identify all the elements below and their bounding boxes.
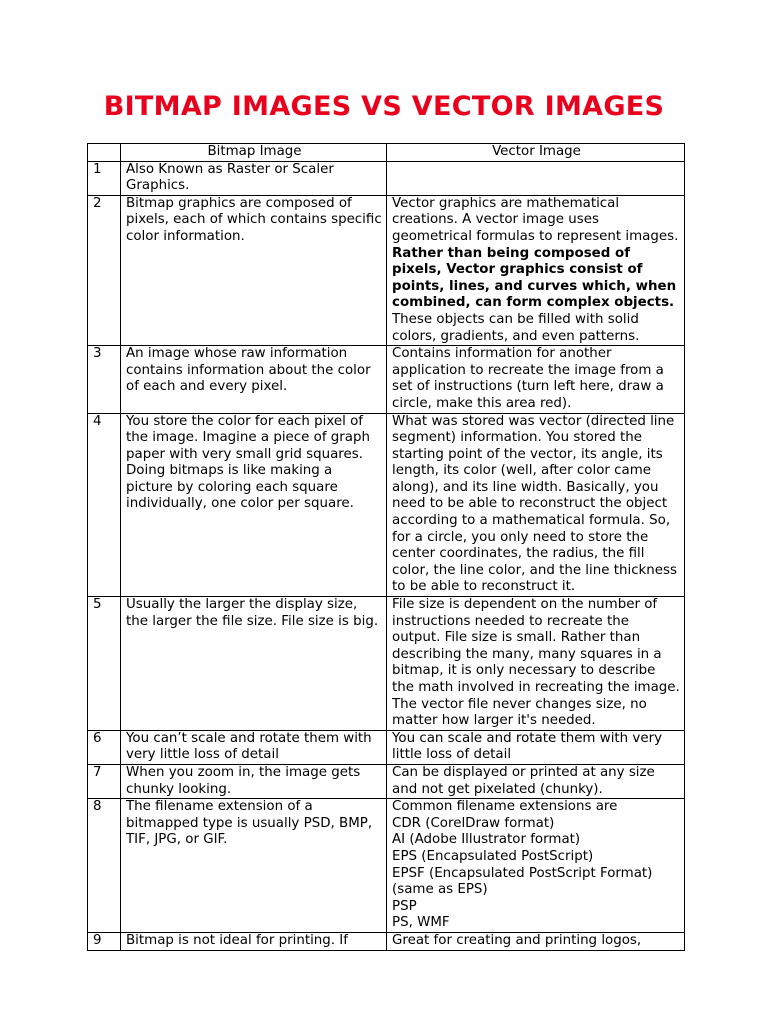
vector-cell: What was stored was vector (directed line segment) information. You stored the starting point of the vector, its angle, its length, its color (well, after color came along), and its line width. Basically, you need to be able to reconstruct the object according to a mathematical formula. So, for a circle, you only need to store the center coordinates, the radius, the fill color, the line color, and the line thickness to be able to reconstruct it. <box>387 413 685 597</box>
row-number: 5 <box>88 597 121 731</box>
table-row <box>88 799 685 933</box>
vector-text: Vector graphics are mathematical creations. A vector image uses geometrical formulas to represent images. <box>392 195 679 244</box>
bitmap-cell: Bitmap is not ideal for printing. If <box>121 932 387 950</box>
bitmap-cell: Bitmap graphics are composed of pixels, each of which contains specific color information. <box>121 195 387 345</box>
row-number: 1 <box>88 161 121 195</box>
bitmap-cell: You store the color for each pixel of the image. Imagine a piece of graph paper with very small grid squares. Doing bitmaps is like making a picture by coloring each square individually, one color per square. <box>121 413 387 597</box>
bitmap-cell: The filename extension of a bitmapped type is usually PSD, BMP, TIF, JPG, or GIF. <box>121 799 387 933</box>
row-number: 6 <box>88 730 121 764</box>
bitmap-cell: An image whose raw information contains information about the color of each and every pixel. <box>121 346 387 413</box>
comparison-table <box>87 143 685 951</box>
row-number: 2 <box>88 195 121 345</box>
extension-line: EPSF (Encapsulated PostScript Format) (same as EPS) <box>392 865 653 898</box>
bitmap-cell: You can’t scale and rotate them with very little loss of detail <box>121 730 387 764</box>
header-number <box>88 144 121 162</box>
vector-cell <box>387 799 685 933</box>
row-number: 4 <box>88 413 121 597</box>
header-vector: Vector Image <box>387 144 685 162</box>
vector-cell: Great for creating and printing logos, <box>387 932 685 950</box>
table-row <box>88 413 685 597</box>
vector-cell: Contains information for another application to recreate the image from a set of instructions (turn left here, draw a circle, make this area red). <box>387 346 685 413</box>
row-number: 3 <box>88 346 121 413</box>
table-row <box>88 161 685 195</box>
row-number: 7 <box>88 764 121 798</box>
row-number: 9 <box>88 932 121 950</box>
extension-line: PSP <box>392 898 417 914</box>
table-row <box>88 932 685 950</box>
vector-cell <box>387 161 685 195</box>
row-number: 8 <box>88 799 121 933</box>
vector-cell: You can scale and rotate them with very little loss of detail <box>387 730 685 764</box>
vector-cell: Can be displayed or printed at any size and not get pixelated (chunky). <box>387 764 685 798</box>
extension-line: AI (Adobe Illustrator format) <box>392 832 581 848</box>
header-bitmap: Bitmap Image <box>121 144 387 162</box>
bitmap-cell: When you zoom in, the image gets chunky looking. <box>121 764 387 798</box>
table-row <box>88 597 685 731</box>
extension-line: PS, WMF <box>392 915 450 931</box>
bitmap-cell: Usually the larger the display size, the larger the file size. File size is big. <box>121 597 387 731</box>
extension-line: EPS (Encapsulated PostScript) <box>392 848 594 864</box>
bitmap-cell: Also Known as Raster or Scaler Graphics. <box>121 161 387 195</box>
vector-cell <box>387 195 685 345</box>
table-row <box>88 346 685 413</box>
extension-line: CDR (CorelDraw format) <box>392 815 555 831</box>
page-title: BITMAP IMAGES VS VECTOR IMAGES <box>103 91 665 122</box>
table-header-row <box>88 144 685 162</box>
table-row <box>88 195 685 345</box>
table-row <box>88 764 685 798</box>
vector-cell: File size is dependent on the number of instructions needed to recreate the output. File size is small. Rather than describing the many, many squares in a bitmap, it is only necessary to describe the math involved in recreating the image. The vector file never changes size, no matter how larger it's needed. <box>387 597 685 731</box>
vector-text: These objects can be filled with solid colors, gradients, and even patterns. <box>392 311 640 344</box>
vector-bold-text: Rather than being composed of pixels, Vector graphics consist of points, lines, and curves which, when combined, can form complex objects. <box>392 245 677 311</box>
table-row <box>88 730 685 764</box>
extension-line: Common filename extensions are <box>392 799 618 815</box>
